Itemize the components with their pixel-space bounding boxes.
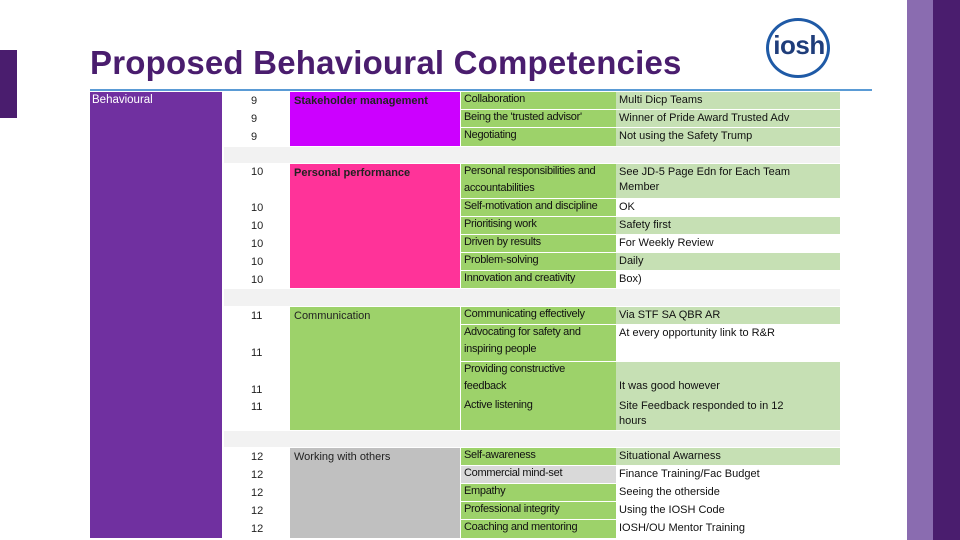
competency-text: Innovation and creativity	[464, 272, 576, 284]
note-text: Multi Dicp Teams	[619, 94, 703, 106]
competency-text: Empathy	[464, 485, 506, 497]
note-text: Using the IOSH Code	[619, 504, 725, 516]
row-number: 11	[251, 347, 263, 359]
note-text: Safety first	[619, 219, 671, 231]
competency-text: Driven by results	[464, 236, 541, 248]
note-text: Seeing the otherside	[619, 486, 720, 498]
area-label: Communication	[294, 310, 371, 322]
note-text: OK	[619, 201, 635, 213]
note-text: Via STF SA QBR AR	[619, 309, 721, 321]
competency-text: Professional integrity	[464, 503, 560, 515]
row-number: 11	[251, 384, 263, 396]
competency-text: Prioritising work	[464, 218, 537, 230]
competency-text: Advocating for safety and	[464, 326, 581, 338]
competency-text-cont: inspiring people	[464, 343, 537, 355]
row-number: 11	[251, 310, 263, 322]
note-text-cont: hours	[619, 415, 647, 427]
area-label: Personal performance	[294, 167, 411, 179]
competency-text: Problem-solving	[464, 254, 539, 266]
competency-text-cont: accountabilities	[464, 182, 535, 194]
note-text: IOSH/OU Mentor Training	[619, 522, 745, 534]
note-text: Site Feedback responded to in 12	[619, 400, 784, 412]
row-number: 9	[251, 95, 258, 107]
group-gap	[224, 431, 840, 447]
note-text: See JD-5 Page Edn for Each Team	[619, 166, 791, 178]
note-text-cont: Member	[619, 181, 660, 193]
group-gap	[224, 147, 840, 163]
note-text: For Weekly Review	[619, 237, 714, 249]
competency-text: Commercial mind-set	[464, 467, 563, 479]
row-number: 10	[251, 238, 264, 250]
row-number: 9	[251, 113, 258, 125]
row-number: 10	[251, 166, 264, 178]
competency-text: Collaboration	[464, 93, 525, 105]
area-cell	[290, 164, 460, 288]
row-number: 12	[251, 451, 264, 463]
competency-text: Coaching and mentoring	[464, 521, 578, 533]
competency-text-cont: feedback	[464, 380, 507, 392]
row-number: 10	[251, 274, 264, 286]
row-number: 9	[251, 131, 258, 143]
row-number: 12	[251, 523, 264, 535]
category-label: Behavioural	[92, 94, 153, 106]
note-text: Daily	[619, 255, 644, 267]
note-text: At every opportunity link to R&R	[619, 327, 775, 339]
competency-text: Negotiating	[464, 129, 517, 141]
note-cell	[616, 253, 840, 270]
note-text: Winner of Pride Award Trusted Adv	[619, 112, 790, 124]
competency-text: Self-motivation and discipline	[464, 200, 598, 212]
competency-text: Active listening	[464, 399, 533, 411]
row-number: 11	[251, 401, 263, 413]
group-gap	[224, 289, 840, 306]
competency-text: Self-awareness	[464, 449, 536, 461]
note-text: Not using the Safety Trump	[619, 130, 753, 142]
note-cell	[616, 271, 840, 288]
note-text: Situational Awarness	[619, 450, 721, 462]
row-number: 12	[251, 469, 264, 481]
row-number: 12	[251, 505, 264, 517]
row-number: 12	[251, 487, 264, 499]
row-number: 10	[251, 220, 264, 232]
row-number: 10	[251, 256, 264, 268]
competency-text: Providing constructive	[464, 363, 566, 375]
note-cell	[616, 199, 840, 216]
area-cell	[290, 307, 460, 430]
note-text: It was good however	[619, 380, 720, 392]
note-text: Box)	[619, 273, 642, 285]
page-title: Proposed Behavioural Competencies	[90, 44, 682, 81]
competency-text: Communicating effectively	[464, 308, 585, 320]
area-label: Stakeholder management	[294, 95, 428, 107]
competency-text: Personal responsibilities and	[464, 165, 596, 177]
note-text: Finance Training/Fac Budget	[619, 468, 760, 480]
competency-text: Being the 'trusted advisor'	[464, 111, 582, 123]
iosh-logo: iosh	[764, 18, 834, 78]
row-number: 10	[251, 202, 264, 214]
area-label: Working with others	[294, 451, 391, 463]
